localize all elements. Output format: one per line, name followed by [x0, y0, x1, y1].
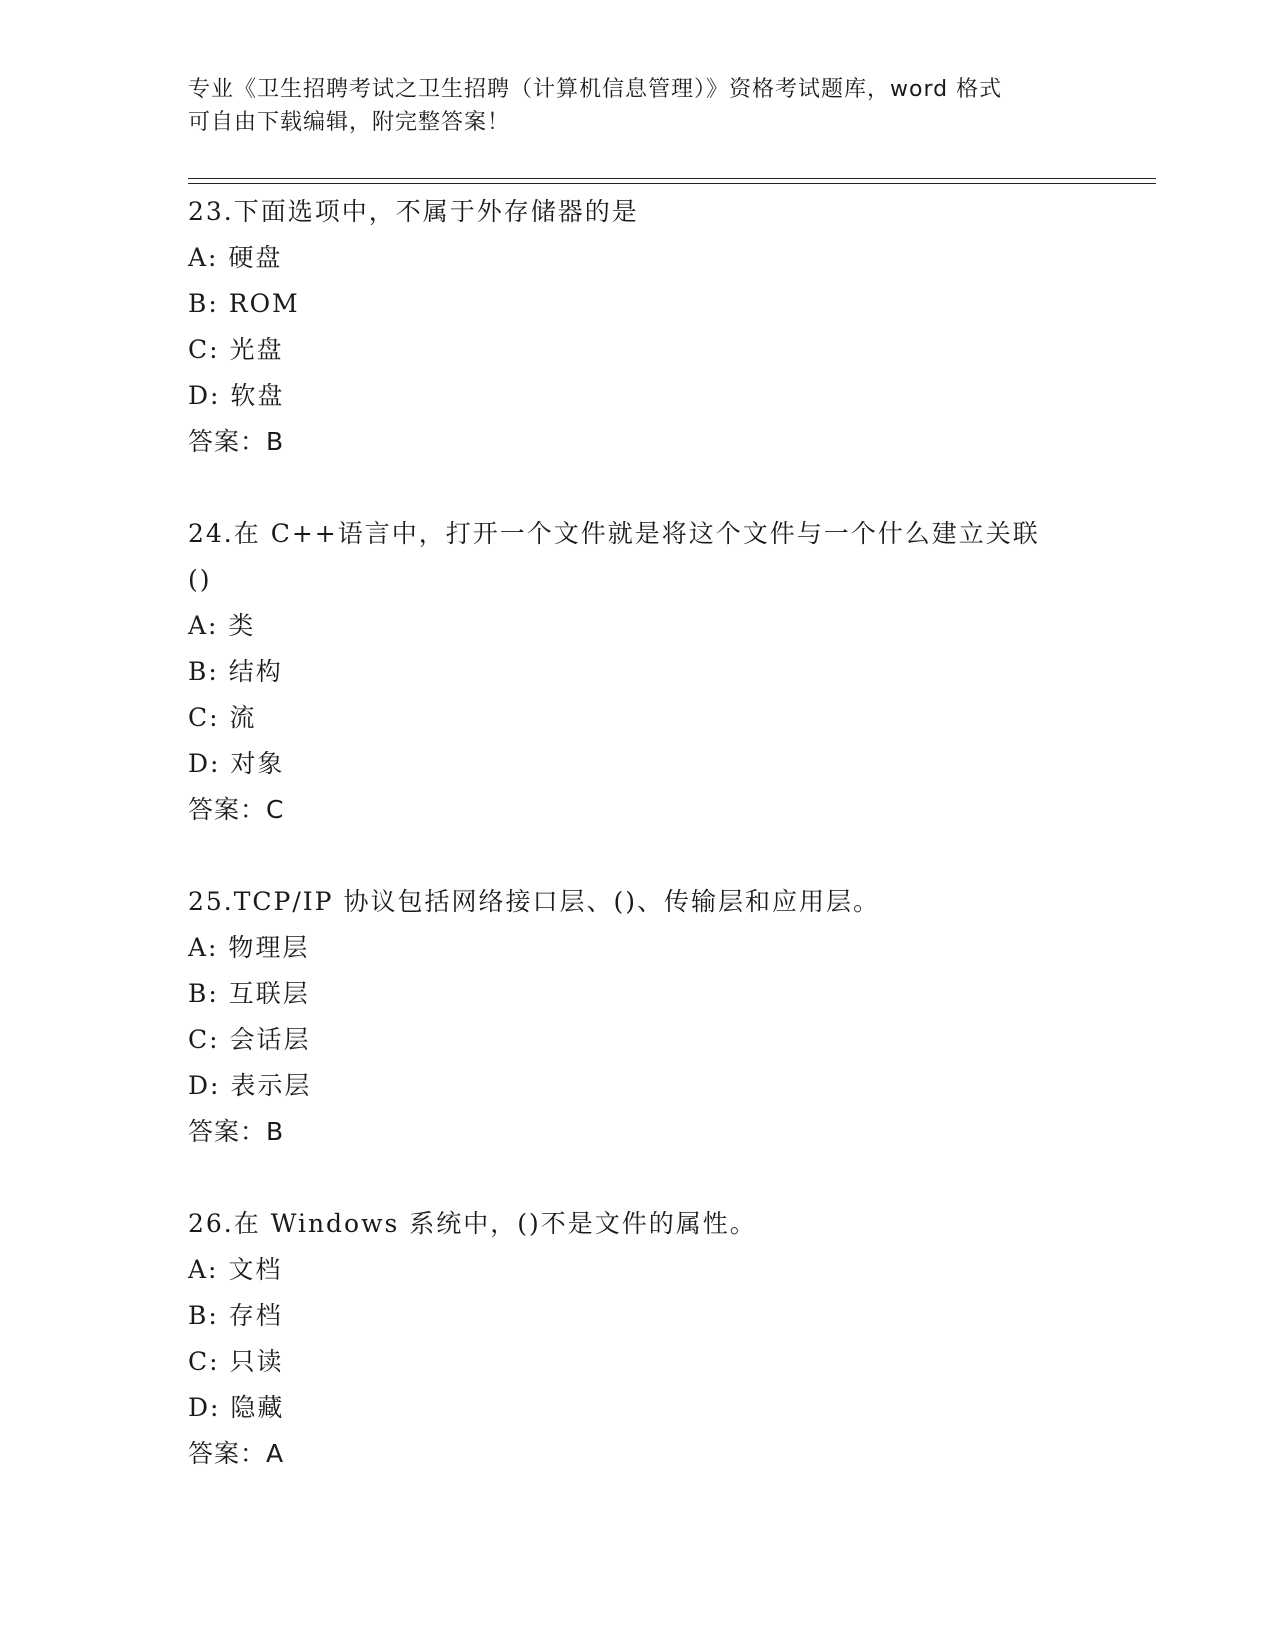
option-c: C: 只读	[188, 1347, 284, 1376]
option-c: C: 光盘	[188, 335, 284, 364]
option-c: C: 流	[188, 703, 257, 732]
answer-line: 答案：A	[188, 1439, 285, 1468]
option-d: D: 表示层	[188, 1071, 312, 1100]
option-a: A: 类	[188, 611, 256, 640]
question-26	[188, 1201, 1088, 1477]
option-d: D: 对象	[188, 749, 285, 778]
question-title-continued: ()	[188, 565, 212, 594]
question-title: 24.在 C++语言中，打开一个文件就是将这个文件与一个什么建立关联	[188, 519, 1040, 548]
header-line-2: 可自由下载编辑，附完整答案！	[188, 110, 511, 135]
option-c: C: 会话层	[188, 1025, 311, 1054]
option-a: A: 物理层	[188, 933, 310, 962]
option-b: B: ROM	[188, 289, 300, 318]
question-24	[188, 511, 1088, 833]
header-line-1: 专业《卫生招聘考试之卫生招聘（计算机信息管理）》资格考试题库，word 格式	[188, 77, 1003, 102]
option-d: D: 软盘	[188, 381, 285, 410]
question-25	[188, 879, 1088, 1155]
option-b: B: 存档	[188, 1301, 283, 1330]
option-b: B: 互联层	[188, 979, 310, 1008]
answer-line: 答案：B	[188, 1117, 285, 1146]
answer-line: 答案：B	[188, 427, 285, 456]
option-a: A: 文档	[188, 1255, 283, 1284]
question-title: 26.在 Windows 系统中，()不是文件的属性。	[188, 1209, 757, 1238]
question-23	[188, 189, 1088, 465]
option-a: A: 硬盘	[188, 243, 283, 272]
question-spacer	[188, 833, 1088, 879]
question-list	[188, 189, 1088, 1477]
header-divider-bottom	[188, 183, 1156, 184]
answer-line: 答案：C	[188, 795, 285, 824]
header-divider-top	[188, 178, 1156, 179]
question-title: 25.TCP/IP 协议包括网络接口层、()、传输层和应用层。	[188, 887, 880, 916]
question-spacer	[188, 465, 1088, 511]
option-d: D: 隐藏	[188, 1393, 285, 1422]
document-header	[188, 73, 1068, 139]
option-b: B: 结构	[188, 657, 283, 686]
question-spacer	[188, 1155, 1088, 1201]
question-title: 23.下面选项中，不属于外存储器的是	[188, 197, 639, 226]
